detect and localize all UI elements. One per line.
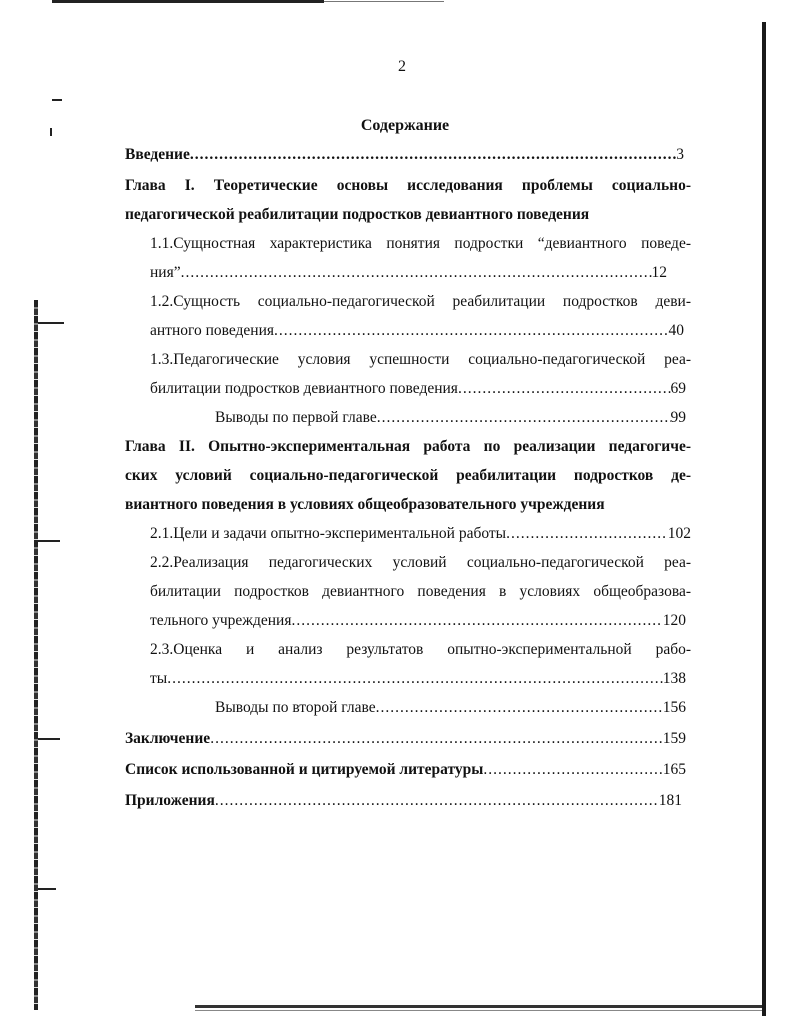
toc-entry-page: 99 <box>670 409 686 426</box>
toc-entry-page: 40 <box>668 322 684 339</box>
scan-mark <box>38 888 56 890</box>
toc-entry-section-1-2[interactable] <box>150 321 684 341</box>
toc-entry-section-2-3[interactable] <box>150 669 686 689</box>
section-2-2-title-cont[interactable]: билитации подростков девиантного поведения в условиях общеобразова- <box>150 583 691 600</box>
chapter-1-title-cont[interactable]: педагогической реабилитации подростков девиантного поведения <box>125 206 590 223</box>
toc-entry-label: билитации подростков девиантного поведения <box>150 380 458 397</box>
toc-entry-page: 120 <box>662 612 686 629</box>
toc-entry-conclusion[interactable] <box>125 729 686 749</box>
toc-entry-label: антного поведения <box>150 322 275 339</box>
dot-leader <box>190 145 676 165</box>
toc-entry-chapter-1-conclusions[interactable] <box>215 408 686 428</box>
toc-entry-appendices[interactable] <box>125 791 682 811</box>
scan-edge-bottom-faint <box>195 1010 762 1011</box>
toc-entry-page: 69 <box>670 380 686 397</box>
toc-entry-label: Список использованной и цитируемой литературы <box>125 761 484 778</box>
scan-edge-left <box>34 300 38 1010</box>
toc-entry-intro[interactable] <box>125 145 684 165</box>
toc-entry-page: 138 <box>662 670 686 687</box>
toc-entry-page: 165 <box>662 761 686 778</box>
page-title: Содержание <box>360 117 450 134</box>
scan-mark <box>38 322 64 324</box>
dot-leader <box>377 408 671 428</box>
dot-leader <box>181 263 652 283</box>
toc-entry-section-1-3[interactable] <box>150 379 686 399</box>
toc-entry-label: Введение <box>125 146 190 163</box>
chapter-2-title[interactable]: Глава II. Опытно-экспериментальная работа по реализации педагогиче- <box>125 438 691 455</box>
toc-entry-section-2-2[interactable] <box>150 611 686 631</box>
scan-edge-right <box>762 22 766 1016</box>
toc-entry-page: 156 <box>662 699 686 716</box>
section-1-3-title[interactable]: 1.3.Педагогические условия успешности социально-педагогической реа- <box>150 351 691 368</box>
toc-entry-label: 2.1.Цели и задачи опытно-экспериментальной работы <box>150 525 507 542</box>
toc-entry-page: 159 <box>662 730 686 747</box>
scan-edge-top <box>52 0 324 3</box>
dot-leader <box>376 698 663 718</box>
chapter-2-title-cont[interactable]: ских условий социально-педагогической реабилитации подростков де- <box>125 467 691 484</box>
scan-mark <box>52 99 62 101</box>
toc-entry-bibliography[interactable] <box>125 760 686 780</box>
toc-entry-section-2-1[interactable] <box>150 524 691 544</box>
dot-leader <box>215 791 659 811</box>
toc-entry-label: Выводы по первой главе <box>215 409 377 426</box>
section-2-3-title[interactable]: 2.3.Оценка и анализ результатов опытно-экспериментальной рабо- <box>150 641 691 658</box>
toc-entry-page: 181 <box>658 792 682 809</box>
scan-edge-top-faint <box>324 1 444 2</box>
toc-entry-page: 12 <box>651 264 667 281</box>
page-number: 2 <box>398 58 406 75</box>
toc-entry-label: Приложения <box>125 792 215 809</box>
toc-entry-page: 102 <box>667 525 691 542</box>
dot-leader <box>506 524 668 544</box>
toc-entry-chapter-2-conclusions[interactable] <box>215 698 686 718</box>
dot-leader <box>458 379 671 399</box>
toc-entry-label: тельного учреждения <box>150 612 292 629</box>
toc-entry-section-1-1[interactable] <box>150 263 667 283</box>
dot-leader <box>291 611 662 631</box>
section-2-2-title[interactable]: 2.2.Реализация педагогических условий социально-педагогической реа- <box>150 554 691 571</box>
toc-entry-label: ты <box>150 670 168 687</box>
toc-entry-label: ния” <box>150 264 181 281</box>
scan-edge-bottom <box>195 1005 762 1008</box>
chapter-2-title-cont[interactable]: виантного поведения в условиях общеобразовательного учреждения <box>125 496 605 513</box>
dot-leader <box>167 669 663 689</box>
toc-entry-page: 3 <box>676 146 684 163</box>
scan-mark <box>38 738 60 740</box>
chapter-1-title[interactable]: Глава I. Теоретические основы исследования проблемы социально- <box>125 177 691 194</box>
section-1-1-title[interactable]: 1.1.Сущностная характеристика понятия подростки “девиантного поведе- <box>150 235 691 252</box>
scan-mark <box>38 540 60 542</box>
dot-leader <box>210 729 663 749</box>
toc-entry-label: Заключение <box>125 730 211 747</box>
dot-leader <box>483 760 662 780</box>
toc-entry-label: Выводы по второй главе <box>215 699 376 716</box>
dot-leader <box>274 321 668 341</box>
section-1-2-title[interactable]: 1.2.Сущность социально-педагогической реабилитации подростков деви- <box>150 293 691 310</box>
